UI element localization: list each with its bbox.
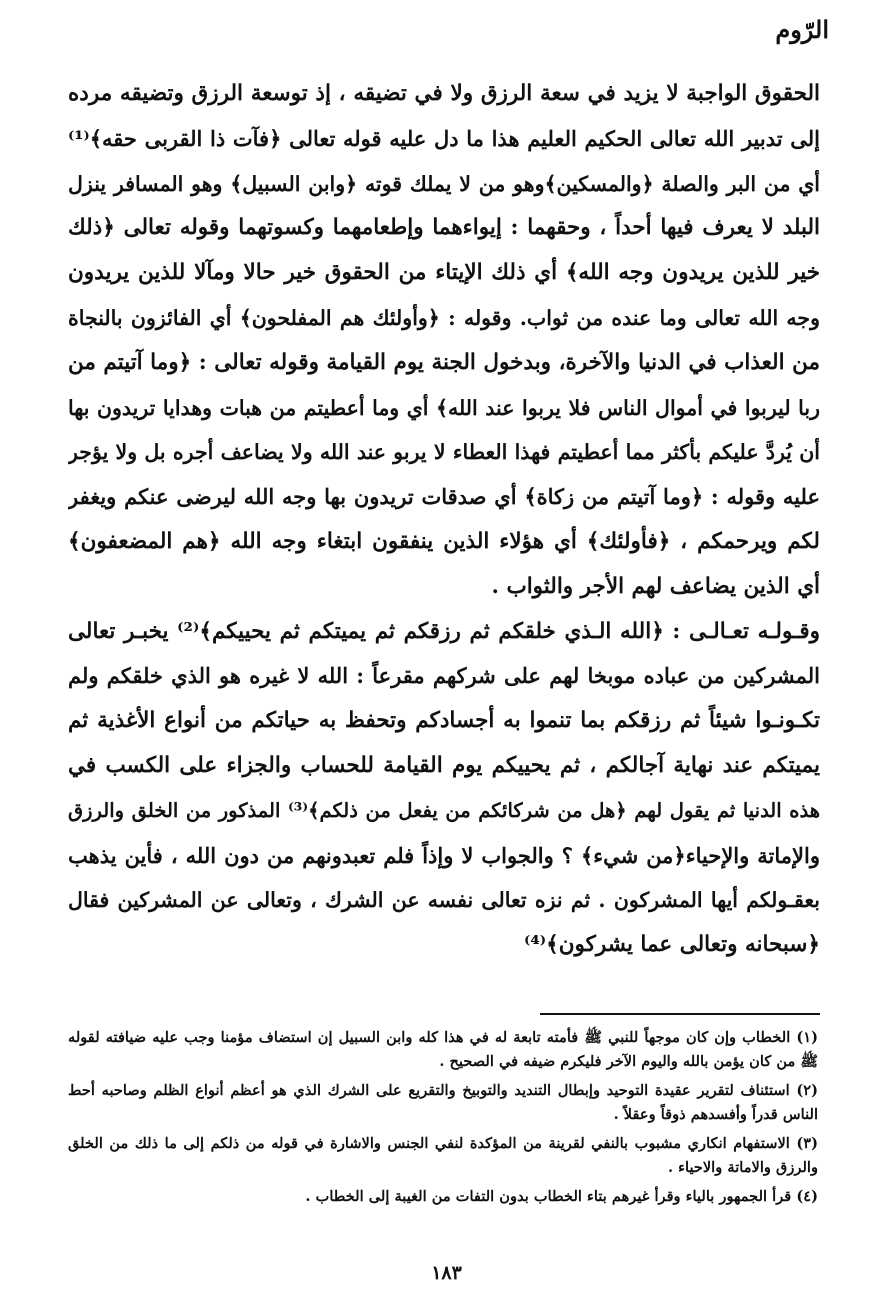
body-line: المشركين من عباده موبخا لهم على شركهم مقرعاً : الله لا غيره هو الذي خلقكم ولم: [68, 663, 820, 689]
footnote-line: الناس قدراً وأفسدهم ذوقاً وعقلاً .: [613, 1106, 818, 1123]
body-line: أي الذين يضاعف لهم الأجر والثواب .: [491, 573, 820, 599]
footnote-line: والرزق والاماتة والاحياء .: [667, 1159, 818, 1176]
footnote-separator: [540, 1013, 820, 1015]
body-line: بعقـولكم أيها المشركون . ثم نزه تعالى نفسه عن الشرك ، وتعالى عن المشركين فقال: [68, 888, 820, 913]
body-line: البلد لا يعرف فيها أحداً ، وحقهما : إيواءهما وإطعامهما وكسوتهما وقوله تعالى ﴿ذلك: [68, 215, 820, 241]
body-line: لكم ويرحمكم ، ﴿فأولئك﴾ أي هؤلاء الذين ينفقون ابتغاء وجه الله ﴿هم المضعفون﴾: [68, 528, 820, 554]
body-line: ربا ليربوا في أموال الناس فلا يربوا عند الله﴾ أي وما أعطيتم من هبات وهدايا تريدون بها: [68, 395, 820, 420]
footnote-line: (١) الخطاب وإن كان موجهاً للنبي ﷺ فأمته تابعة له في هذا كله وابن السبيل إن استضاف مؤمنا وجب عليه ضيافته لقوله: [68, 1029, 818, 1046]
body-line: عليه وقوله : ﴿وما آتيتم من زكاة﴾ أي صدقات تريدون بها وجه الله ليرضى عنكم ويغفر: [68, 484, 820, 510]
body-line: وجه الله تعالى وما عنده من ثواب. وقوله : ﴿وأولئك هم المفلحون﴾ أي الفائزون بالنجاة: [68, 305, 820, 330]
footnote-line: (٢) استئناف لتقرير عقيدة التوحيد وإبطال التنديد والتوبيخ والتقريع على الشرك الذي هو أعظم أنواع الظلم وصاحبه أحط: [68, 1082, 818, 1099]
running-head: الرّوم: [775, 15, 829, 44]
body-line: يميتكم عند نهاية آجالكم ، ثم يحييكم يوم القيامة للحساب والجزاء على الكسب في: [68, 752, 820, 778]
body-line: ﴿سبحانه وتعالى عما يشركون﴾⁽⁴⁾: [523, 932, 820, 958]
body-line: تكـونـوا شيئاً ثم رزقكم بما تنموا به أجسادكم وتحفظ به حياتكم من أنواع الأغذية ثم: [68, 708, 820, 734]
footnote-line: (٤) قرأ الجمهور بالياء وقرأ غيرهم بتاء الخطاب بدون التفات من الغيبة إلى الخطاب .: [305, 1188, 818, 1205]
body-line: أي من البر والصلة ﴿والمسكين﴾وهو من لا يملك قوته ﴿وابن السبيل﴾ وهو المسافر ينزل: [68, 171, 820, 196]
body-line: إلى تدبير الله تعالى الحكيم العليم هذا ما دل عليه قوله تعالى ﴿فآت ذا القربى حقه﴾⁽¹⁾: [68, 125, 820, 151]
body-text: [68, 72, 820, 968]
footnote-line: ﷺ من كان يؤمن بالله واليوم الآخر فليكرم ضيفه في الصحيح .: [439, 1053, 818, 1070]
footnotes: [68, 1026, 818, 1209]
body-line: من العذاب في الدنيا والآخرة، وبدخول الجنة يوم القيامة وقوله تعالى : ﴿وما آتيتم من: [68, 349, 820, 375]
page-number: ١٨٣: [431, 1262, 462, 1284]
footnote-line: (٣) الاستفهام انكاري مشبوب بالنفي لقرينة من المؤكدة لنفي الجنس والاشارة في قوله من ذلكم إلى ما ذلك من الخلق: [68, 1135, 818, 1152]
body-line: هذه الدنيا ثم يقول لهم ﴿هل من شركائكم من يفعل من ذلكم﴾⁽³⁾ المذكور من الخلق والرزق: [68, 798, 820, 822]
body-line: خير للذين يريدون وجه الله﴾ أي ذلك الإيتاء من الحقوق خير حالا ومآلا للذين يريدون: [68, 260, 820, 286]
body-line: أن يُردَّ عليكم بأكثر مما أعطيتم فهذا العطاء لا يربو عند الله ولا يضاعف أجره بل ولا يؤجر: [68, 440, 820, 465]
body-line: وقـولـه تعـالـى : ﴿الله الـذي خلقكم ثم رزقكم ثم يميتكم ثم يحييكم﴾⁽²⁾ يخبـر تعالى: [68, 618, 820, 644]
body-line: والإماتة والإحياء﴿من شيء﴾ ؟ والجواب لا وإذاً فلم تعبدونهم من دون الله ، فأين يذهب: [68, 842, 820, 868]
body-line: الحقوق الواجبة لا يزيد في سعة الرزق ولا في تضيقه ، إذ توسعة الرزق وتضيقه مرده: [68, 81, 820, 106]
